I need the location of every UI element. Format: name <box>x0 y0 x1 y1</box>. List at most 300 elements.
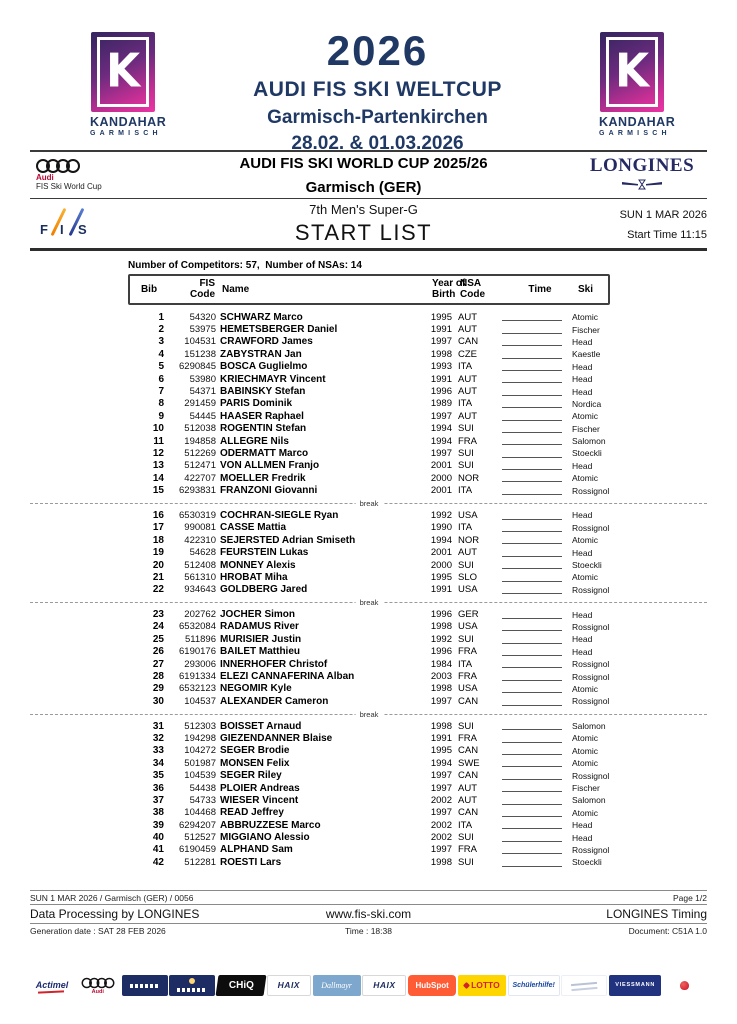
nsa-code: AUT <box>458 547 477 559</box>
table-row <box>128 584 610 596</box>
table-row <box>128 794 610 806</box>
time-blank <box>494 534 566 546</box>
page-title: START LIST <box>294 219 433 245</box>
bib-number: 26 <box>152 646 164 658</box>
fis-code: 54628 <box>189 547 216 559</box>
time-blank <box>494 398 566 410</box>
athlete-name: MONNEY Alexis <box>220 559 296 571</box>
sponsor-logo-viessmann <box>609 975 661 996</box>
audi-sub: FIS Ski World Cup <box>36 181 102 191</box>
nsa-code: USA <box>458 509 478 521</box>
fis-code: 934643 <box>184 584 216 596</box>
year-of-birth: 1991 <box>430 324 452 336</box>
nsa-code: NOR <box>458 534 480 546</box>
ski-brand: Fischer <box>572 324 600 335</box>
bib-number: 11 <box>153 435 164 447</box>
athlete-name: CRAWFORD James <box>220 336 313 348</box>
table-row <box>128 361 610 373</box>
ski-brand: Salomon <box>572 795 606 806</box>
table-row <box>128 720 610 732</box>
divider <box>30 248 707 251</box>
break-row <box>128 596 610 608</box>
time-blank <box>494 484 566 496</box>
bib-number: 32 <box>152 732 164 744</box>
nsa-code: SUI <box>458 447 474 459</box>
time-blank <box>494 435 566 447</box>
table-row <box>128 608 610 620</box>
ski-brand: Rossignol <box>572 696 610 707</box>
time-blank <box>494 311 566 323</box>
table-row <box>128 745 610 757</box>
athlete-name: FRANZONI Giovanni <box>220 485 318 497</box>
fis-code: 422707 <box>184 472 216 484</box>
table-row <box>128 732 610 744</box>
time-blank <box>494 608 566 620</box>
ski-brand: Head <box>572 361 593 372</box>
athlete-name: PARIS Dominik <box>220 398 293 410</box>
time-blank <box>494 745 566 757</box>
table-row <box>128 633 610 645</box>
time-blank <box>494 385 566 397</box>
athlete-name: READ Jeffrey <box>220 807 284 819</box>
table-row <box>128 385 610 397</box>
bib-number: 6 <box>158 373 164 385</box>
start-time: Start Time 11:15 <box>627 228 707 241</box>
event-dates: 28.02. & 01.03.2026 <box>291 133 464 154</box>
ski-brand: Head <box>572 460 593 471</box>
athlete-name: ELEZI CANNAFERINA Alban <box>220 671 355 683</box>
table-row <box>128 782 610 794</box>
bib-number: 24 <box>152 621 164 633</box>
year-of-birth: 1995 <box>430 571 452 583</box>
ski-brand: Head <box>572 609 593 620</box>
athlete-name: HROBAT Miha <box>220 571 288 583</box>
longines-wordmark: LONGINES <box>589 155 695 176</box>
fis-code: 104468 <box>184 807 216 819</box>
worldcup-title: AUDI FIS SKI WORLD CUP 2025/26 <box>239 154 488 172</box>
nsa-code: SLO <box>458 571 478 583</box>
fis-code: 54438 <box>189 782 216 794</box>
table-row <box>128 844 610 856</box>
event-location: Garmisch-Partenkirchen <box>267 107 488 128</box>
sponsor-logo-audi <box>76 975 120 996</box>
sponsor-label: CHiQ <box>228 979 254 991</box>
ski-brand: Head <box>572 547 593 558</box>
bib-number: 39 <box>152 819 164 831</box>
fis-code: 512408 <box>184 559 216 571</box>
ski-brand: Rossignol <box>572 671 610 682</box>
sponsor-logo-actimel <box>30 975 74 996</box>
time-blank <box>494 769 566 781</box>
nsa-code: CAN <box>458 745 479 757</box>
year-of-birth: 1996 <box>430 646 452 658</box>
time-blank <box>494 323 566 335</box>
footer-race-ref: SUN 1 MAR 2026 / Garmisch (GER) / 0056 <box>30 892 194 903</box>
year-of-birth: 1994 <box>430 423 452 435</box>
year-of-birth: 1997 <box>430 782 452 794</box>
time-blank <box>494 571 566 583</box>
athlete-name: VON ALLMEN Franjo <box>220 460 320 472</box>
year-of-birth: 1995 <box>430 311 452 323</box>
nsa-code: SUI <box>458 633 474 645</box>
event-year: 2026 <box>326 27 429 74</box>
sponsor-logo-dallmayr <box>313 975 361 996</box>
fis-code: 6532123 <box>179 683 216 695</box>
ski-brand: Atomic <box>572 683 598 694</box>
sponsor-logo-redmark <box>663 975 707 996</box>
bib-number: 1 <box>158 311 164 323</box>
athlete-name: PLOIER Andreas <box>220 782 300 794</box>
ski-brand: Nordica <box>572 398 602 409</box>
fis-code: 6190176 <box>179 646 216 658</box>
sponsor-label: Audi <box>91 988 104 995</box>
nsa-code: GER <box>458 609 479 621</box>
table-row <box>128 831 610 843</box>
nsa-code: FRA <box>458 732 477 744</box>
fis-code: 291459 <box>184 398 216 410</box>
kandahar-k-letter: K <box>105 44 141 99</box>
time-blank <box>494 546 566 558</box>
data-processing: Data Processing by LONGINES <box>30 907 200 921</box>
audi-brand: Audi <box>36 172 54 182</box>
bib-number: 30 <box>152 695 164 707</box>
table-row <box>128 472 610 484</box>
ski-brand: Rossignol <box>572 485 610 496</box>
year-of-birth: 1994 <box>430 757 452 769</box>
col-header-yob: Year of Birth <box>432 278 466 300</box>
sponsor-label: VIESSMANN <box>615 981 656 988</box>
time-blank <box>494 670 566 682</box>
year-of-birth: 2002 <box>430 794 452 806</box>
table-row <box>128 509 610 521</box>
ski-brand: Rossignol <box>572 770 610 781</box>
athlete-name: RADAMUS River <box>220 621 299 633</box>
sponsor-label: Actimel <box>35 980 69 990</box>
nsa-code: SUI <box>458 559 474 571</box>
fis-code: 194858 <box>184 435 216 447</box>
year-of-birth: 1998 <box>430 621 452 633</box>
bib-number: 13 <box>152 460 164 472</box>
athlete-name: ALEXANDER Cameron <box>220 695 329 707</box>
year-of-birth: 2000 <box>430 472 452 484</box>
ski-brand: Rossignol <box>572 584 610 595</box>
fis-code: 104539 <box>184 770 216 782</box>
time-blank <box>494 373 566 385</box>
bib-number: 18 <box>152 534 164 546</box>
event-header <box>0 0 737 154</box>
nsa-code: SUI <box>458 423 474 435</box>
sponsor-logo-navy1 <box>122 975 168 996</box>
audi-logo <box>30 159 150 192</box>
time-blank <box>494 732 566 744</box>
table-row <box>128 683 610 695</box>
year-of-birth: 1998 <box>430 348 452 360</box>
bib-number: 25 <box>152 633 164 645</box>
athlete-name: BOSCA Guglielmo <box>220 361 308 373</box>
time-blank <box>494 584 566 596</box>
start-list-table <box>128 311 610 869</box>
break-label: break <box>356 710 383 719</box>
table-row <box>128 559 610 571</box>
time-blank <box>494 831 566 843</box>
year-of-birth: 1997 <box>430 336 452 348</box>
nsa-code: SUI <box>458 856 474 868</box>
year-of-birth: 1994 <box>430 435 452 447</box>
year-of-birth: 1998 <box>430 720 452 732</box>
athlete-name: HEMETSBERGER Daniel <box>220 324 338 336</box>
bib-number: 9 <box>158 410 164 422</box>
athlete-name: ROGENTIN Stefan <box>220 423 307 435</box>
sponsor-label: HubSpot <box>415 980 449 990</box>
nsa-code: FRA <box>458 844 477 856</box>
bib-number: 28 <box>152 671 164 683</box>
bib-number: 37 <box>152 794 164 806</box>
table-row <box>128 398 610 410</box>
ski-brand: Atomic <box>572 572 598 583</box>
time-blank <box>494 856 566 868</box>
athlete-name: KRIECHMAYR Vincent <box>220 373 326 385</box>
year-of-birth: 1993 <box>430 361 452 373</box>
athlete-name: BABINSKY Stefan <box>220 386 306 398</box>
ski-brand: Stoeckli <box>572 560 602 570</box>
bib-number: 40 <box>152 832 164 844</box>
table-row <box>128 757 610 769</box>
athlete-name: BOISSET Arnaud <box>220 720 302 732</box>
ski-brand: Atomic <box>572 733 598 744</box>
time-blank <box>494 695 566 707</box>
fis-code: 54445 <box>189 410 216 422</box>
athlete-name: MOELLER Fredrik <box>220 472 306 484</box>
ski-brand: Atomic <box>572 312 598 323</box>
sponsor-logo-chiq <box>216 975 267 996</box>
nsa-code: USA <box>458 584 478 596</box>
fis-code: 511896 <box>185 633 216 645</box>
athlete-name: BAILET Matthieu <box>220 646 300 658</box>
break-row <box>128 497 610 509</box>
bib-number: 20 <box>152 559 164 571</box>
fis-code: 53975 <box>189 324 216 336</box>
bib-number: 10 <box>152 423 164 435</box>
time-blank <box>494 472 566 484</box>
table-row <box>128 646 610 658</box>
athlete-name: JOCHER Simon <box>220 609 296 621</box>
nsa-code: SWE <box>458 757 480 769</box>
race-band <box>0 199 737 248</box>
ski-brand: Fischer <box>572 423 600 434</box>
kandahar-sub: GARMISCH <box>599 130 671 137</box>
fis-code: 6294207 <box>179 819 216 831</box>
kandahar-k-letter: K <box>614 44 650 99</box>
year-of-birth: 1997 <box>430 844 452 856</box>
year-of-birth: 2002 <box>430 832 452 844</box>
athlete-name: ABBRUZZESE Marco <box>220 819 321 831</box>
year-of-birth: 2002 <box>430 819 452 831</box>
fis-code: 104531 <box>184 336 216 348</box>
fis-code: 422310 <box>184 534 216 546</box>
time-blank <box>494 559 566 571</box>
nsa-code: AUT <box>458 373 477 385</box>
athlete-name: NEGOMIR Kyle <box>220 683 292 695</box>
nsa-code: ITA <box>458 819 473 831</box>
bib-number: 38 <box>152 807 164 819</box>
athlete-name: SEGER Riley <box>220 770 282 782</box>
sponsor-logo-haix <box>267 975 311 996</box>
time-blank <box>494 646 566 658</box>
fis-logo-icon: F I S <box>38 207 102 241</box>
longines-winged-hourglass-icon <box>577 177 707 195</box>
bib-number: 12 <box>152 447 164 459</box>
fis-code: 990081 <box>184 522 216 534</box>
athlete-name: CASSE Mattia <box>220 522 287 534</box>
year-of-birth: 2000 <box>430 559 452 571</box>
fis-code: 512281 <box>184 856 216 868</box>
table-row <box>128 522 610 534</box>
bib-number: 15 <box>152 485 164 497</box>
nsa-code: SUI <box>458 720 474 732</box>
nsa-code: AUT <box>458 386 477 398</box>
race-name: 7th Men's Super-G <box>309 201 418 217</box>
bib-number: 4 <box>158 348 164 360</box>
year-of-birth: 1997 <box>430 447 452 459</box>
fis-code: 202762 <box>184 609 216 621</box>
ski-brand: Head <box>572 386 593 397</box>
year-of-birth: 1998 <box>430 856 452 868</box>
col-header-name: Name <box>222 284 250 295</box>
athlete-name: ROESTI Lars <box>220 856 282 868</box>
col-header-bib: Bib <box>140 284 158 295</box>
athlete-name: SCHWARZ Marco <box>220 311 303 323</box>
time-blank <box>494 410 566 422</box>
year-of-birth: 1994 <box>430 534 452 546</box>
year-of-birth: 1996 <box>430 609 452 621</box>
table-row <box>128 336 610 348</box>
year-of-birth: 2003 <box>430 671 452 683</box>
time-blank <box>494 782 566 794</box>
bib-number: 2 <box>158 324 164 336</box>
nsa-code: SUI <box>458 460 474 472</box>
bib-number: 42 <box>152 856 164 868</box>
fis-code: 293006 <box>184 658 216 670</box>
ski-brand: Atomic <box>572 535 598 546</box>
table-header <box>128 274 610 305</box>
year-of-birth: 1991 <box>430 373 452 385</box>
bib-number: 22 <box>152 584 164 596</box>
bib-number: 5 <box>158 361 164 373</box>
year-of-birth: 1996 <box>430 386 452 398</box>
year-of-birth: 1991 <box>430 732 452 744</box>
sponsor-logo-script <box>561 975 607 996</box>
col-header-nsa: NSA Code <box>460 278 485 300</box>
table-row <box>128 373 610 385</box>
bib-number: 41 <box>152 844 164 856</box>
nsa-code: CAN <box>458 770 479 782</box>
event-title-block <box>156 28 599 155</box>
race-date: SUN 1 MAR 2026 <box>619 208 707 221</box>
bib-number: 34 <box>152 757 164 769</box>
competitors-count: Number of Competitors: 57, Number of NSAs: 14 <box>128 260 362 271</box>
nsa-code: FRA <box>458 646 477 658</box>
athlete-name: HAASER Raphael <box>220 410 304 422</box>
longines-logo <box>577 155 707 195</box>
document-ref: Document: C51A 1.0 <box>628 925 707 936</box>
nsa-code: USA <box>458 621 478 633</box>
generation-date: Generation date : SAT 28 FEB 2026 <box>30 925 166 936</box>
audi-rings-icon <box>36 159 150 173</box>
table-row <box>128 695 610 707</box>
ski-brand: Atomic <box>572 473 598 484</box>
year-of-birth: 1992 <box>430 633 452 645</box>
year-of-birth: 1989 <box>430 398 452 410</box>
bib-number: 36 <box>152 782 164 794</box>
sponsor-logo-hubspot <box>408 975 456 996</box>
year-of-birth: 1997 <box>430 695 452 707</box>
kandahar-k-icon <box>600 32 664 112</box>
time-blank <box>494 720 566 732</box>
venue: Garmisch (GER) <box>305 178 422 196</box>
fis-code: 6530319 <box>179 509 216 521</box>
audi-rings-icon <box>81 978 114 989</box>
time-blank <box>494 819 566 831</box>
nsa-code: AUT <box>458 324 477 336</box>
bib-number: 35 <box>152 770 164 782</box>
year-of-birth: 1997 <box>430 770 452 782</box>
break-label: break <box>356 499 383 508</box>
athlete-name: ZABYSTRAN Jan <box>220 348 302 360</box>
ski-brand: Atomic <box>572 745 598 756</box>
fis-code: 54371 <box>189 386 216 398</box>
kandahar-name: KANDAHAR <box>90 115 167 129</box>
year-of-birth: 1991 <box>430 584 452 596</box>
time-blank <box>494 447 566 459</box>
athlete-name: WIESER Vincent <box>220 794 299 806</box>
ski-brand: Rossignol <box>572 844 610 855</box>
nsa-code: FRA <box>458 671 477 683</box>
ski-brand: Fischer <box>572 783 600 794</box>
fis-code: 512038 <box>184 423 216 435</box>
athlete-name: ALLEGRE Nils <box>220 435 289 447</box>
nsa-code: NOR <box>458 472 480 484</box>
table-row <box>128 460 610 472</box>
table-row <box>128 819 610 831</box>
bib-number: 16 <box>152 509 164 521</box>
bib-number: 27 <box>152 658 164 670</box>
time-blank <box>494 423 566 435</box>
table-row <box>128 447 610 459</box>
fis-code: 6293831 <box>179 485 216 497</box>
sponsor-logo-haix <box>362 975 406 996</box>
ski-brand: Head <box>572 832 593 843</box>
bib-number: 29 <box>152 683 164 695</box>
nsa-code: AUT <box>458 782 477 794</box>
fis-website: www.fis-ski.com <box>325 907 412 921</box>
nsa-code: CAN <box>458 807 479 819</box>
fis-code: 104272 <box>184 745 216 757</box>
time-blank <box>494 633 566 645</box>
ski-brand: Salomon <box>572 436 606 447</box>
kandahar-logo-right <box>599 28 676 137</box>
nsa-code: FRA <box>458 435 477 447</box>
sponsor-logo-schuelerhilfe <box>508 975 560 996</box>
ski-brand: Atomic <box>572 758 598 769</box>
athlete-name: MIGGIANO Alessio <box>220 832 310 844</box>
page-footer <box>30 890 707 937</box>
table-row <box>128 621 610 633</box>
kandahar-sub: GARMISCH <box>90 130 162 137</box>
athlete-name: INNERHOFER Christof <box>220 658 328 670</box>
table-row <box>128 807 610 819</box>
time-blank <box>494 522 566 534</box>
athlete-name: SEJERSTED Adrian Smiseth <box>220 534 356 546</box>
